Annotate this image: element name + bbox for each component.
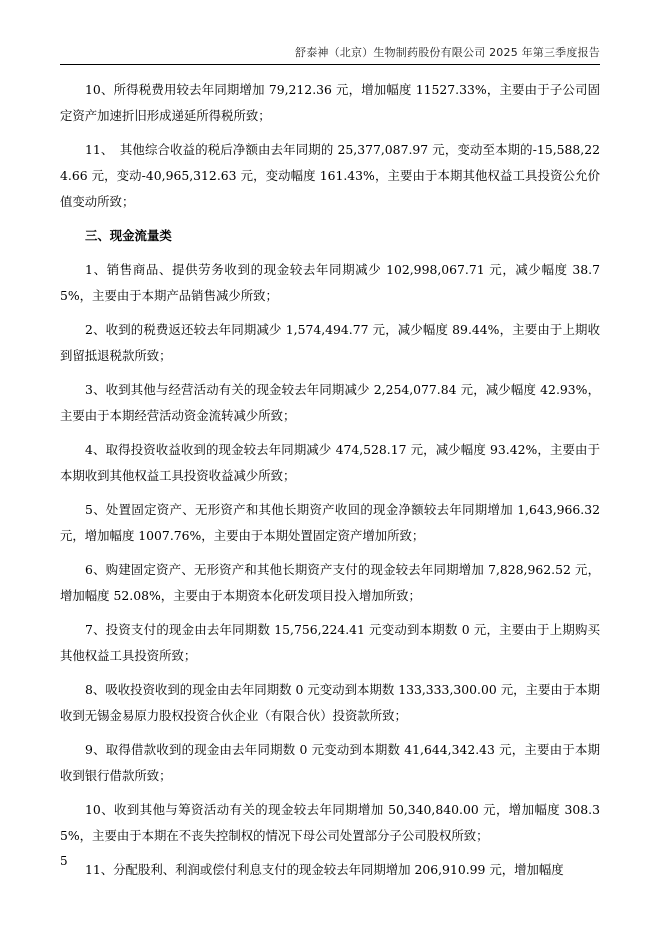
- paragraph-cash-flow-1: 1、销售商品、提供劳务收到的现金较去年同期减少 102,998,067.71 元，减少幅度 38.75%，主要由于本期产品销售减少所致；: [60, 262, 600, 303]
- paragraph-cash-flow-8: 8、吸收投资收到的现金由去年同期数 0 元变动到本期数 133,333,300.00 元，主要由于本期收到无锡金易原力股权投资合伙企业（有限合伙）投资款所致；: [60, 682, 600, 723]
- paragraph-cash-flow-2: 2、收到的税费返还较去年同期减少 1,574,494.77 元，减少幅度 89.44%，主要由于上期收到留抵退税款所致；: [60, 322, 600, 363]
- paragraph-cash-flow-3: 3、收到其他与经营活动有关的现金较去年同期减少 2,254,077.84 元，减少幅度 42.93%，主要由于本期经营活动资金流转减少所致；: [60, 382, 600, 423]
- page-header: 舒泰神（北京）生物制药股份有限公司 2025 年第三季度报告: [295, 46, 600, 59]
- paragraph-cash-flow-6: 6、购建固定资产、无形资产和其他长期资产支付的现金较去年同期增加 7,828,962.52 元，增加幅度 52.08%，主要由于本期资本化研发项目投入增加所致；: [60, 562, 600, 603]
- paragraph-cash-flow-10: 10、收到其他与筹资活动有关的现金较去年同期增加 50,340,840.00 元，增加幅度 308.35%，主要由于本期在不丧失控制权的情况下母公司处置部分子公司股权所致；: [60, 802, 600, 843]
- paragraph-cash-flow-7: 7、投资支付的现金由去年同期数 15,756,224.41 元变动到本期数 0 元，主要由于上期购买其他权益工具投资所致；: [60, 622, 600, 663]
- paragraph-cash-flow-11: 11、分配股利、利润或偿付利息支付的现金较去年同期增加 206,910.99 元，增加幅度: [85, 862, 564, 877]
- section-heading-cash-flow: 三、现金流量类: [85, 228, 172, 243]
- paragraph-cash-flow-5: 5、处置固定资产、无形资产和其他长期资产收回的现金净额较去年同期增加 1,643,966.32 元，增加幅度 1007.76%，主要由于本期处置固定资产增加所致；: [60, 502, 600, 543]
- paragraph-other-comprehensive-income: 11、 其他综合收益的税后净额由去年同期的 25,377,087.97 元，变动至本期的-15,588,224.66 元，变动-40,965,312.63 元，变动幅度 161.43%，主要由于本期其他权益工具投资公允价值变动所致；: [60, 142, 600, 209]
- document-body: [60, 77, 600, 891]
- page-number: 5: [60, 854, 68, 868]
- header-divider: [60, 64, 600, 65]
- paragraph-cash-flow-4: 4、取得投资收益收到的现金较去年同期减少 474,528.17 元，减少幅度 93.42%，主要由于本期收到其他权益工具投资收益减少所致；: [60, 442, 600, 483]
- paragraph-income-tax: 10、所得税费用较去年同期增加 79,212.36 元，增加幅度 11527.33%，主要由于子公司固定资产加速折旧形成递延所得税所致；: [60, 82, 600, 123]
- paragraph-cash-flow-9: 9、取得借款收到的现金由去年同期数 0 元变动到本期数 41,644,342.43 元，主要由于本期收到银行借款所致；: [60, 742, 600, 783]
